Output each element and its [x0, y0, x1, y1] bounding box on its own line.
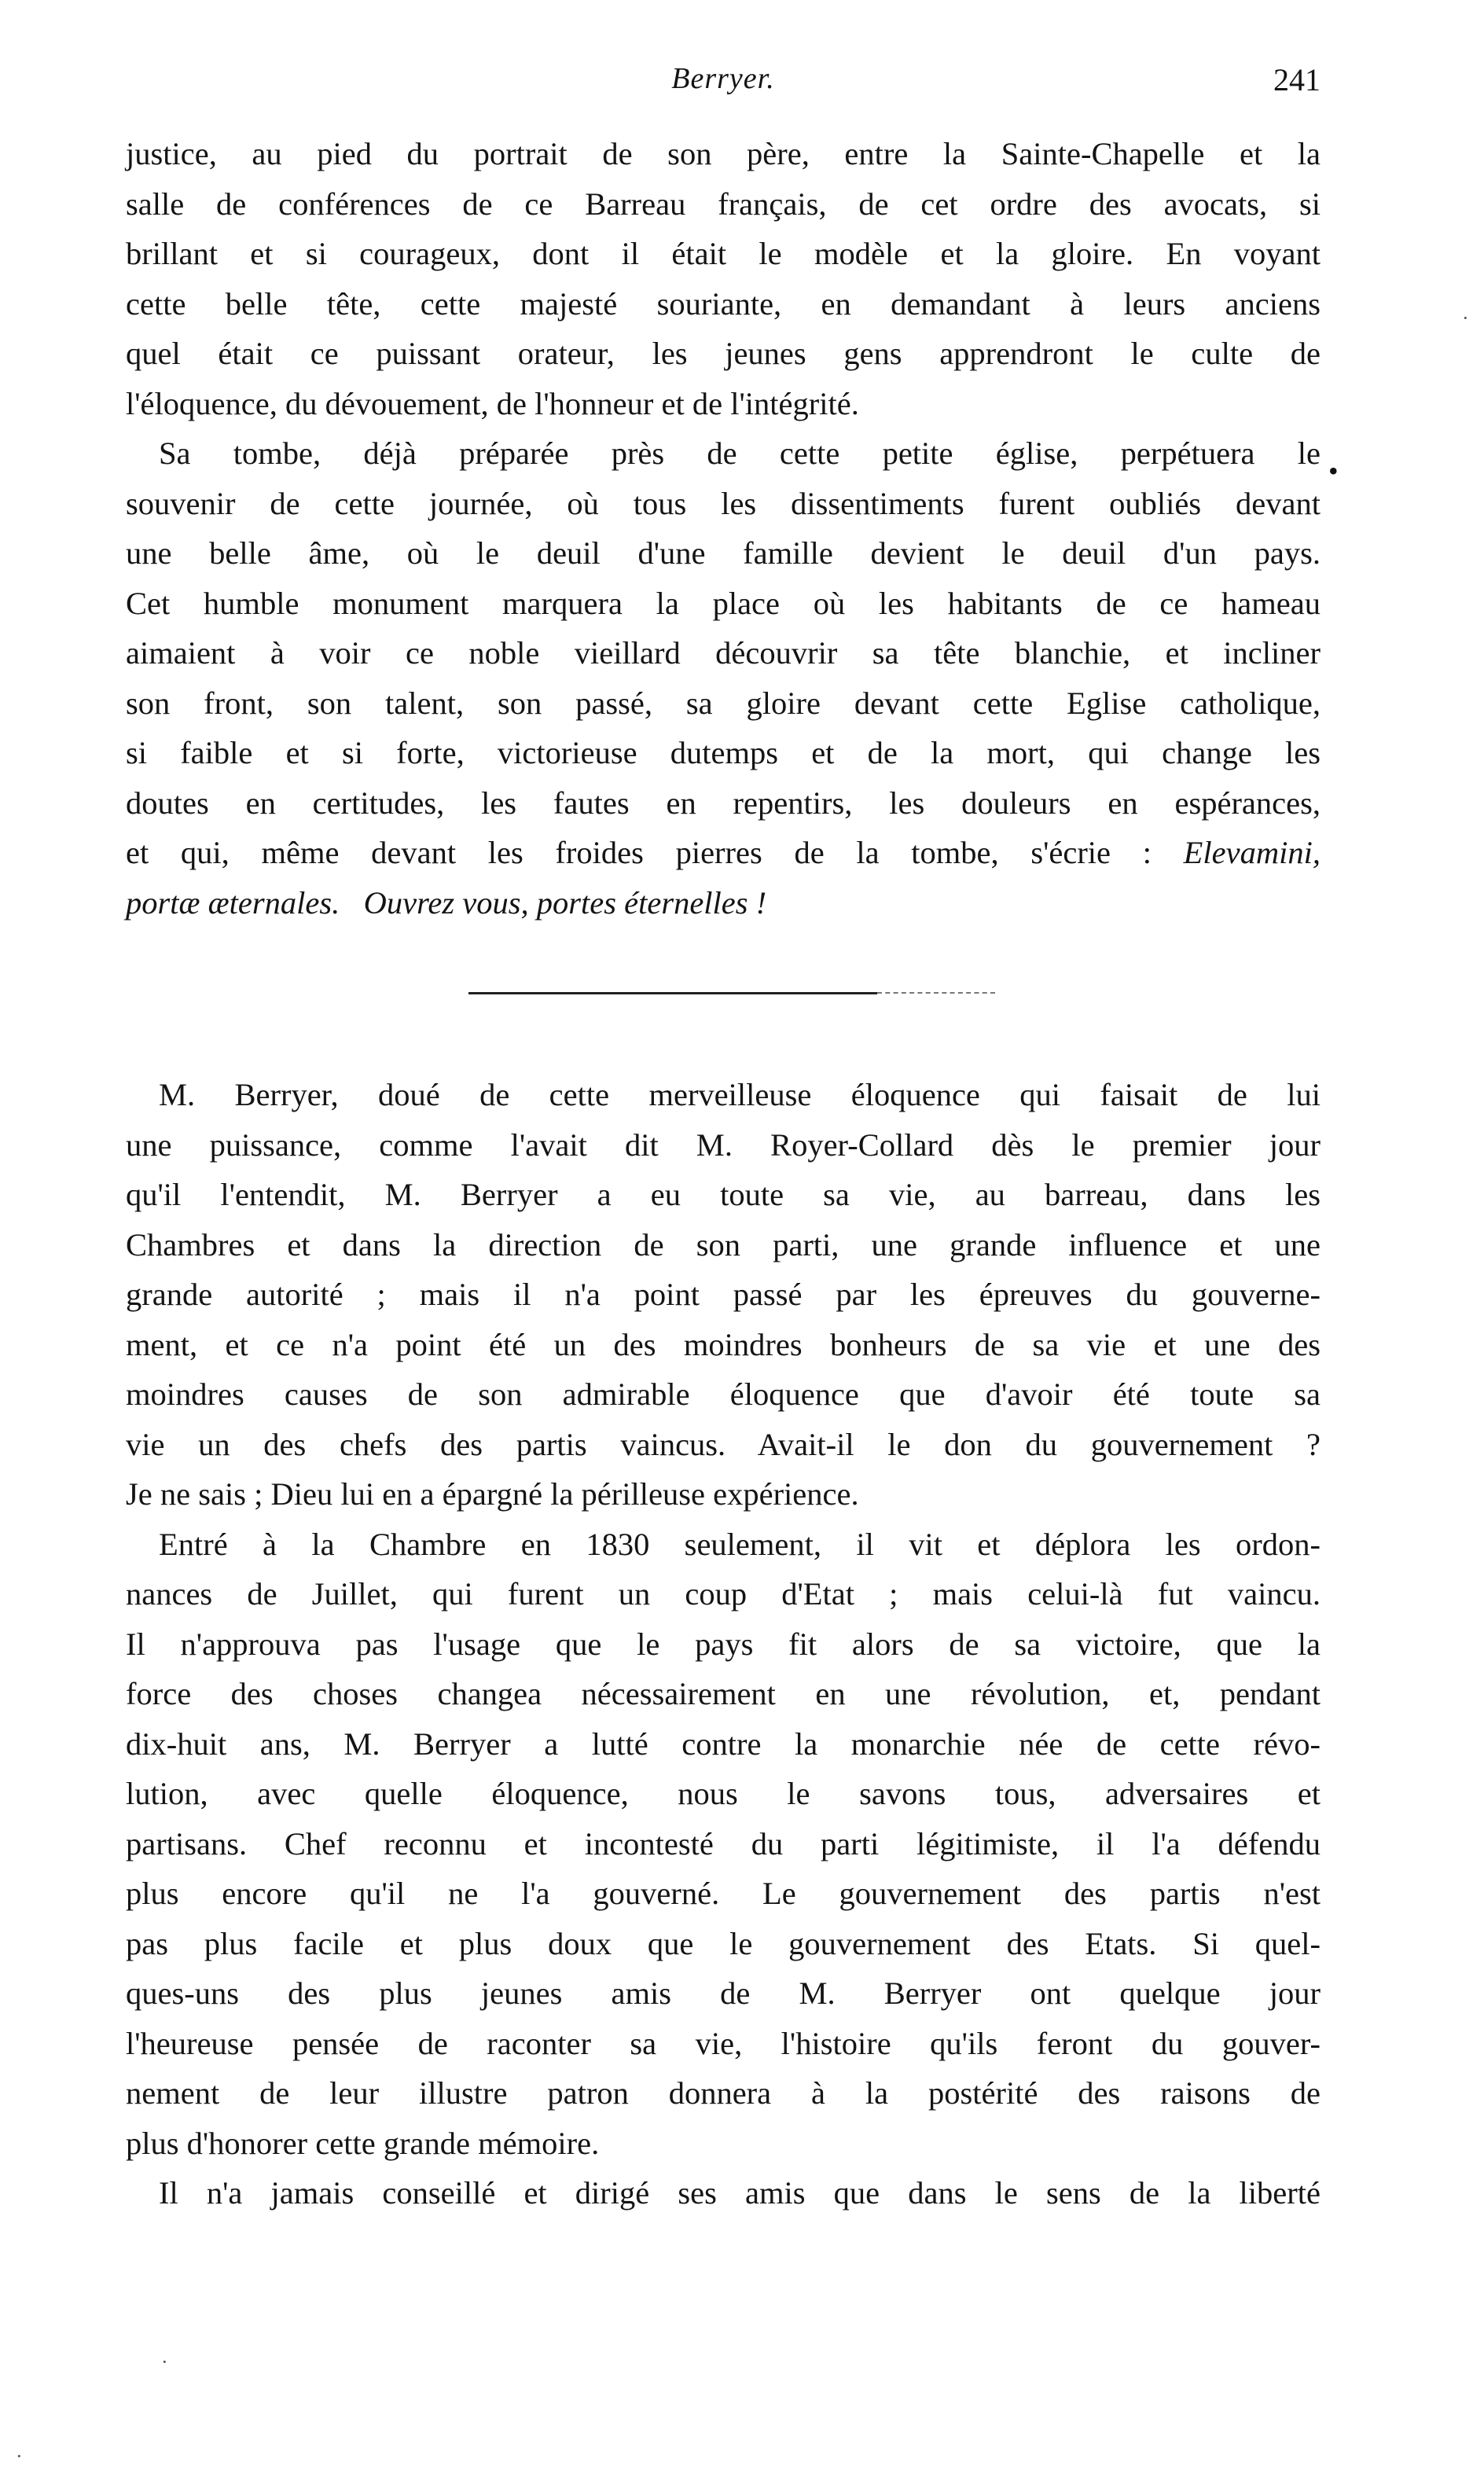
text-line: son front, son talent, son passé, sa gloire devant cette Eglise catholique,: [126, 685, 1321, 721]
margin-speck: ·: [16, 2445, 23, 2468]
section-separator: [468, 992, 877, 994]
text-line: Cet humble monument marquera la place où les habitants de ce hameau: [126, 585, 1321, 621]
text-line: Il n'a jamais conseillé et dirigé ses amis que dans le sens de la liberté: [159, 2175, 1321, 2211]
page-number: 241: [1273, 62, 1321, 97]
text-line: Il n'approuva pas l'usage que le pays fit alors de sa victoire, que la: [126, 1626, 1321, 1662]
text-line: justice, au pied du portrait de son père, entre la Sainte-Chapelle et la: [126, 136, 1321, 171]
margin-speck: ·: [1462, 307, 1469, 329]
latin-quote-start: Elevamini,: [1183, 835, 1321, 870]
text-line: ment, et ce n'a point été un des moindres bonheurs de sa vie et une des: [126, 1326, 1321, 1362]
text-line: ques-uns des plus jeunes amis de M. Berryer ont quelque jour: [126, 1975, 1321, 2011]
text-line: pas plus facile et plus doux que le gouvernement des Etats. Si quel-: [126, 1925, 1321, 1961]
french-quote: Ouvrez vous, portes éternelles !: [363, 884, 767, 921]
text-line: l'heureuse pensée de raconter sa vie, l'histoire qu'ils feront du gouver-: [126, 2025, 1321, 2061]
margin-speck: •: [1328, 455, 1339, 487]
text-line: force des choses changea nécessairement en une révolution, et, pendant: [126, 1676, 1321, 1711]
text-line: dix-huit ans, M. Berryer a lutté contre la monarchie née de cette révo-: [126, 1725, 1321, 1762]
text-line: une puissance, comme l'avait dit M. Royer-Collard dès le premier jour: [126, 1126, 1321, 1163]
text-line: aimaient à voir ce noble vieillard découvrir sa tête blanchie, et incliner: [126, 635, 1321, 671]
text-line: quel était ce puissant orateur, les jeunes gens apprendront le culte de: [126, 336, 1321, 371]
margin-speck: ·: [161, 2350, 168, 2373]
text-line: doutes en certitudes, les fautes en repentirs, les douleurs en espérances,: [126, 785, 1321, 821]
text-line: l'éloquence, du dévouement, de l'honneur et de l'intégrité.: [126, 385, 859, 421]
text-line-with-quote: [126, 828, 1321, 878]
text-line: grande autorité ; mais il n'a point passé par les épreuves du gouverne-: [126, 1277, 1321, 1312]
text-line: brillant et si courageux, dont il était le modèle et la gloire. En voyant: [126, 236, 1321, 271]
text-line: souvenir de cette journée, où tous les dissentiments furent oubliés devant: [126, 485, 1321, 521]
text-line: qu'il l'entendit, M. Berryer a eu toute sa vie, au barreau, dans les: [126, 1177, 1321, 1212]
text-segment: et qui, même devant les froides pierres de la tombe, s'écrie :: [126, 835, 1152, 870]
text-line: plus encore qu'il ne l'a gouverné. Le gouvernement des partis n'est: [126, 1876, 1321, 1911]
quote-line: [126, 878, 1321, 928]
latin-quote-end: portæ æternales.: [126, 884, 340, 921]
text-line: une belle âme, où le deuil d'une famille devient le deuil d'un pays.: [126, 535, 1321, 571]
running-head: [126, 55, 1321, 110]
body-text: [126, 129, 1321, 2218]
text-line: moindres causes de son admirable éloquence que d'avoir été toute sa: [126, 1376, 1321, 1412]
text-line: Chambres et dans la direction de son parti, une grande influence et une: [126, 1226, 1321, 1262]
paragraph-liberte: [126, 2168, 1321, 2218]
paragraph-continuation: [126, 129, 1321, 428]
paragraph-berryer: [126, 1070, 1321, 1520]
text-line: cette belle tête, cette majesté souriante, en demandant à leurs anciens: [126, 285, 1321, 322]
text-line: Entré à la Chambre en 1830 seulement, il vit et déplora les ordon-: [159, 1526, 1321, 1562]
text-line: M. Berryer, doué de cette merveilleuse éloquence qui faisait de lui: [159, 1077, 1321, 1112]
running-title: Berryer.: [671, 62, 775, 95]
text-line: lution, avec quelle éloquence, nous le savons tous, adversaires et: [126, 1776, 1321, 1811]
text-line: plus d'honorer cette grande mémoire.: [126, 2125, 600, 2161]
paragraph-tombe: [126, 428, 1321, 928]
text-line: nances de Juillet, qui furent un coup d'Etat ; mais celui-là fut vaincu.: [126, 1576, 1321, 1612]
text-line: si faible et si forte, victorieuse dutemps et de la mort, qui change les: [126, 735, 1321, 770]
text-line: partisans. Chef reconnu et incontesté du parti légitimiste, il l'a défendu: [126, 1825, 1321, 1861]
book-page: [126, 55, 1321, 2218]
text-line: salle de conférences de ce Barreau français, de cet ordre des avocats, si: [126, 186, 1321, 222]
paragraph-chambre: [126, 1520, 1321, 2169]
text-line: nement de leur illustre patron donnera à la postérité des raisons de: [126, 2075, 1321, 2111]
text-line: Je ne sais ; Dieu lui en a épargné la périlleuse expérience.: [126, 1476, 859, 1512]
text-line: vie un des chefs des partis vaincus. Avait-il le don du gouvernement ?: [126, 1426, 1321, 1462]
text-line: Sa tombe, déjà préparée près de cette petite église, perpétuera le: [159, 435, 1321, 471]
